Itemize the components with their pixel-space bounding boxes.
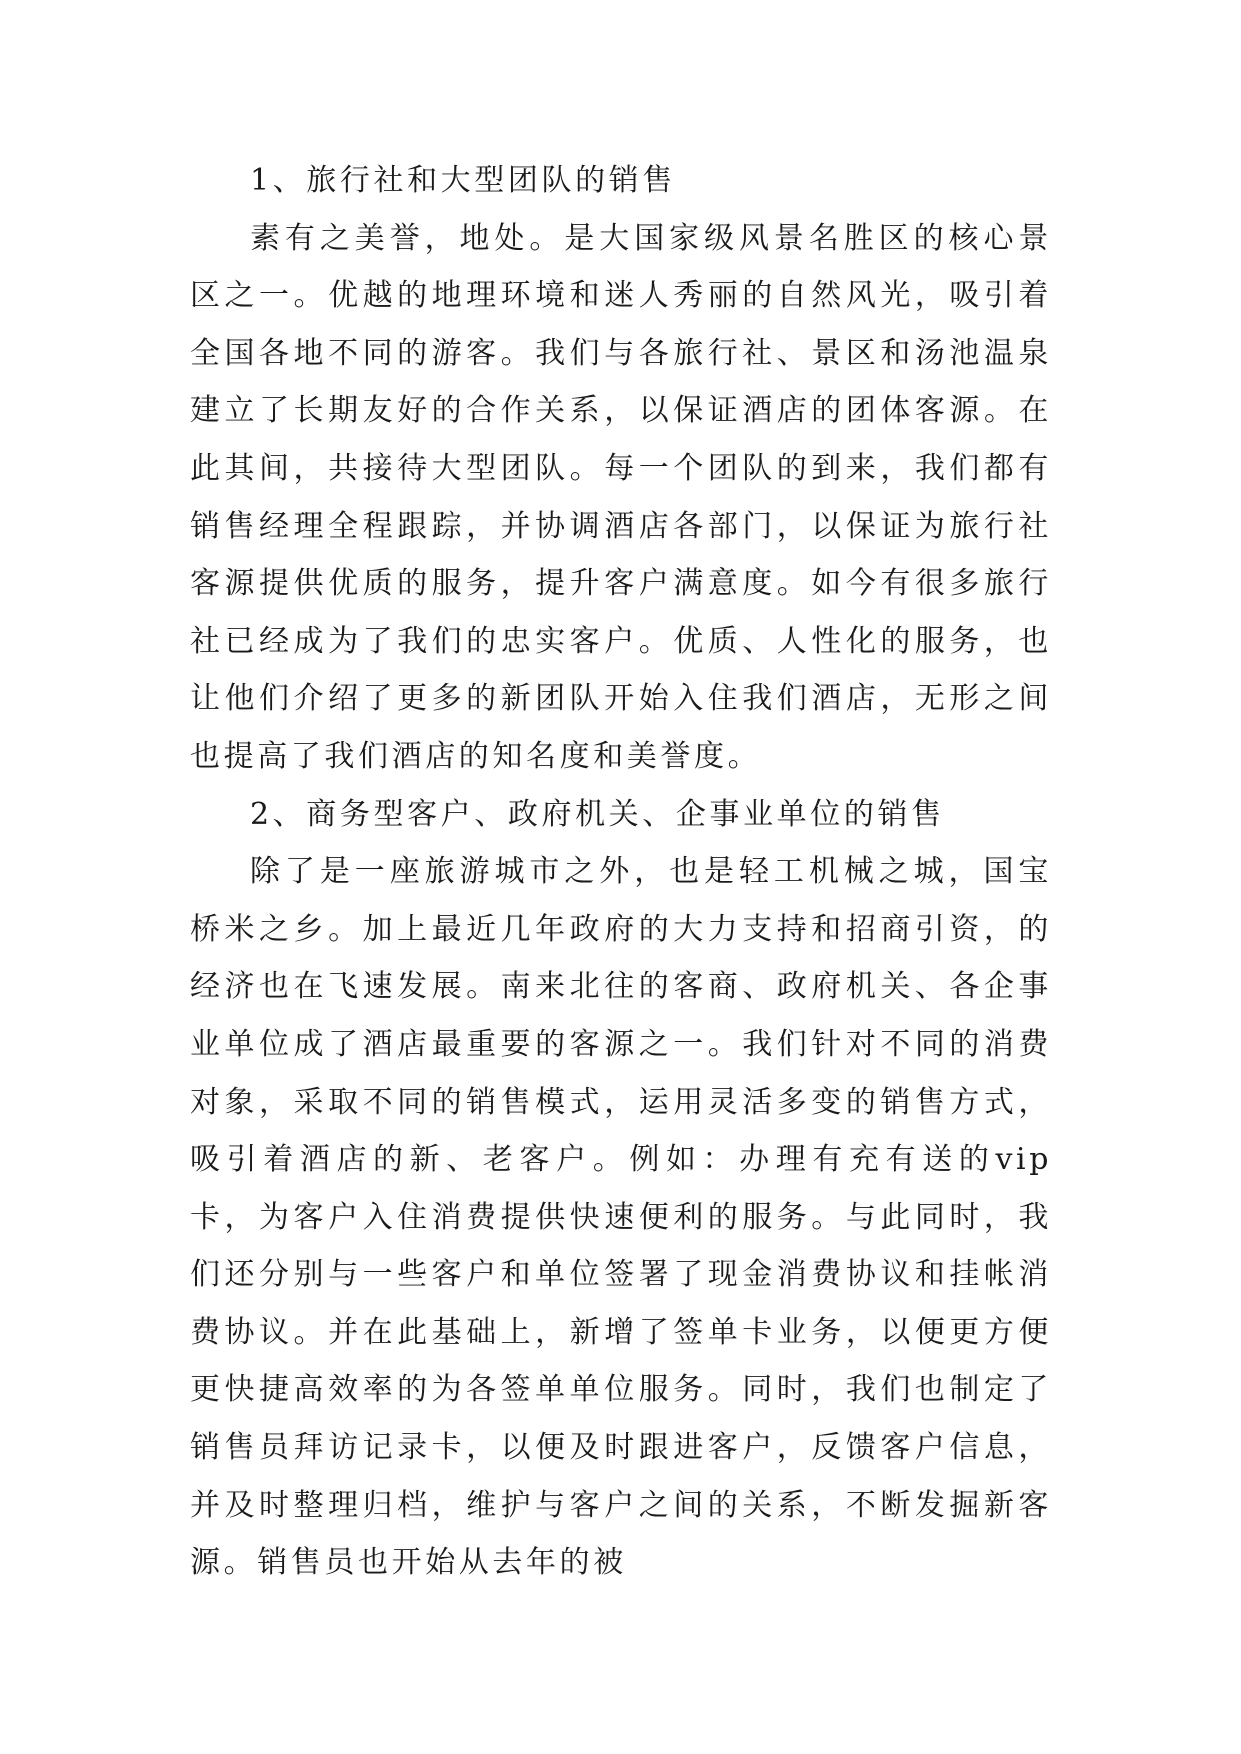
section-1-heading: 1、旅行社和大型团队的销售 (250, 163, 676, 198)
section-1-paragraph: 素有之美誉，地处。是大国家级风景名胜区的核心景区之一。优越的地理环境和迷人秀丽的自然风光，吸引着全国各地不同的游客。我们与各旅行社、景区和汤池温泉建立了长期友好的合作关系，以保证酒店的团体客源。在此其间，共接待大型团队。每一个团队的到来，我们都有销售经理全程跟踪，并协调酒店各部门，以保证为旅行社客源提供优质的服务，提升客户满意度。如今有很多旅行社已经成为了我们的忠实客户。优质、人性化的服务，也让他们介绍了更多的新团队开始入住我们酒店，无形之间也提高了我们酒店的知名度和美誉度。 (190, 220, 1052, 774)
section-2-heading: 2、商务型客户、政府机关、企事业单位的销售 (250, 796, 945, 832)
section-2-paragraph: 除了是一座旅游城市之外，也是轻工机械之城，国宝桥米之乡。加上最近几年政府的大力支持和招商引资，的经济也在飞速发展。南来北往的客商、政府机关、各企事业单位成了酒店最重要的客源之一。我们针对不同的消费对象，采取不同的销售模式，运用灵活多变的销售方式，吸引着酒店的新、老客户。例如：办理有充有送的vip卡，为客户入住消费提供快速便利的服务。与此同时，我们还分别与一些客户和单位签署了现金消费协议和挂帐消费协议。并在此基础上，新增了签单卡业务，以便更方便更快捷高效率的为各签单单位服务。同时，我们也制定了销售员拜访记录卡，以便及时跟进客户，反馈客户信息，并及时整理归档，维护与客户之间的关系，不断发掘新客源。销售员也开始从去年的被 (190, 854, 1052, 1581)
document-body (190, 152, 1052, 1592)
